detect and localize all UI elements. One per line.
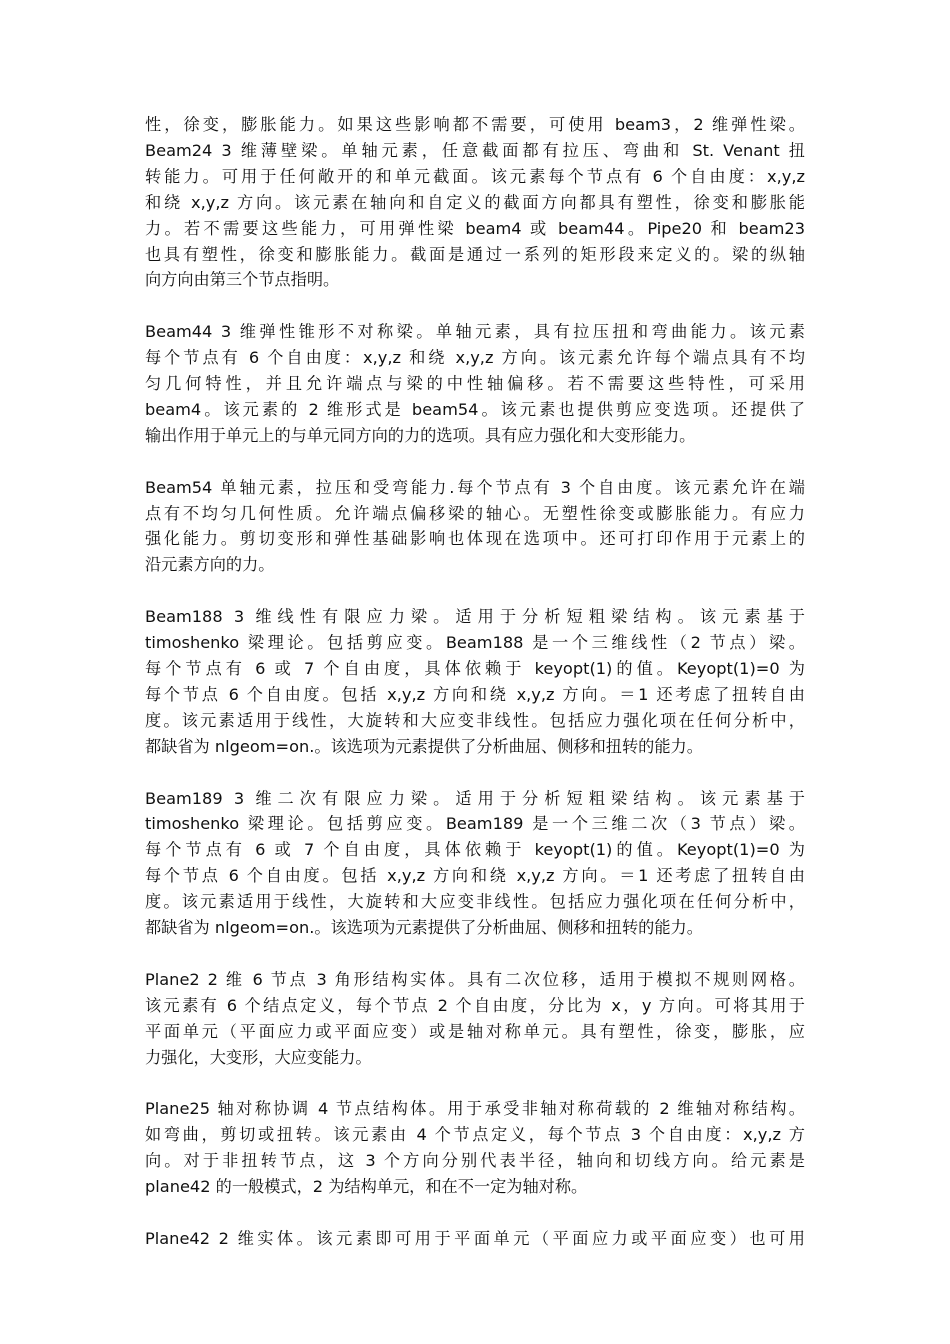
text-line: 都缺省为 nlgeom=on.。该选项为元素提供了分析曲屈、侧移和扭转的能力。 [145, 918, 703, 938]
text-line: 沿元素方向的力。 [145, 555, 275, 575]
text-line: 该元素有 6 个结点定义，每个节点 2 个自由度，分比为 x，y 方向。可将其用于 [145, 995, 805, 1015]
text-line: 匀几何特性，并且允许端点与梁的中性轴偏移。若不需要这些特性，可采用 [145, 374, 805, 394]
text-line: 度。该元素适用于线性，大旋转和大应变非线性。包括应力强化项在任何分析中， [145, 892, 805, 912]
text-line: 每个节点有 6 或 7 个自由度，具体依赖于 keyopt(1)的值。Keyopt(1)=0 为 [145, 658, 805, 678]
text-line: 也具有塑性，徐变和膨胀能力。截面是通过一系列的矩形段来定义的。梁的纵轴 [145, 244, 805, 264]
document-body [145, 112, 805, 1278]
text-line: 向。对于非扭转节点，这 3 个方向分别代表半径，轴向和切线方向。给元素是 [145, 1151, 805, 1171]
text-line: Beam188 3 维线性有限应力梁。适用于分析短粗梁结构。该元素基于 [145, 607, 805, 627]
paragraph-beam44 [145, 319, 805, 449]
text-line: 转能力。可用于任何敞开的和单元截面。该元素每个节点有 6 个自由度：x,y,z [145, 166, 805, 186]
text-line: 点有不均匀几何性质。允许端点偏移梁的轴心。无塑性徐变或膨胀能力。有应力 [145, 503, 805, 523]
text-line: timoshenko 梁理论。包括剪应变。Beam189 是一个三维二次（3 节点）梁。 [145, 814, 805, 834]
text-line: timoshenko 梁理论。包括剪应变。Beam188 是一个三维线性（2 节点）梁。 [145, 633, 805, 653]
text-line: Plane2 2 维 6 节点 3 角形结构实体。具有二次位移，适用于模拟不规则网格。 [145, 969, 805, 989]
text-line: Beam54 单轴元素，拉压和受弯能力.每个节点有 3 个自由度。该元素允许在端 [145, 477, 805, 497]
text-line: 和绕 x,y,z 方向。该元素在轴向和自定义的截面方向都具有塑性，徐变和膨胀能 [145, 192, 805, 212]
text-line: Beam24 3 维薄壁梁。单轴元素，任意截面都有拉压、弯曲和 St. Venant 扭 [145, 140, 805, 160]
text-line: 每个节点 6 个自由度。包括 x,y,z 方向和绕 x,y,z 方向。＝1 还考虑了扭转自由 [145, 866, 805, 886]
text-line: Beam189 3 维二次有限应力梁。适用于分析短粗梁结构。该元素基于 [145, 788, 805, 808]
text-line: 输出作用于单元上的与单元同方向的力的选项。具有应力强化和大变形能力。 [145, 425, 696, 445]
text-line: 都缺省为 nlgeom=on.。该选项为元素提供了分析曲屈、侧移和扭转的能力。 [145, 736, 703, 756]
text-line: 如弯曲，剪切或扭转。该元素由 4 个节点定义，每个节点 3 个自由度：x,y,z 方 [145, 1125, 805, 1145]
text-line: 度。该元素适用于线性，大旋转和大应变非线性。包括应力强化项在任何分析中， [145, 710, 805, 730]
text-line: 力。若不需要这些能力，可用弹性梁 beam4 或 beam44。Pipe20 和 beam23 [145, 218, 805, 238]
text-line: 向方向由第三个节点指明。 [145, 270, 340, 290]
text-line: 每个节点有 6 个自由度：x,y,z 和绕 x,y,z 方向。该元素允许每个端点具有不均 [145, 348, 805, 368]
text-line: 强化能力。剪切变形和弹性基础影响也体现在选项中。还可打印作用于元素上的 [145, 529, 805, 549]
paragraph-beam188 [145, 604, 805, 759]
text-line: plane42 的一般模式，2 为结构单元，和在不一定为轴对称。 [145, 1177, 588, 1197]
text-line: Plane25 轴对称协调 4 节点结构体。用于承受非轴对称荷载的 2 维轴对称结构。 [145, 1099, 805, 1119]
text-line: 平面单元（平面应力或平面应变）或是轴对称单元。具有塑性，徐变，膨胀，应 [145, 1021, 805, 1041]
text-line: Beam44 3 维弹性锥形不对称梁。单轴元素，具有拉压扭和弯曲能力。该元素 [145, 322, 805, 342]
text-line: 性，徐变，膨胀能力。如果这些影响都不需要，可使用 beam3，2 维弹性梁。 [145, 115, 805, 134]
text-line: 每个节点 6 个自由度。包括 x,y,z 方向和绕 x,y,z 方向。＝1 还考虑了扭转自由 [145, 684, 805, 704]
paragraph-beam54 [145, 475, 805, 579]
text-line: beam4。该元素的 2 维形式是 beam54。该元素也提供剪应变选项。还提供了 [145, 399, 805, 419]
text-line: 力强化，大变形，大应变能力。 [145, 1047, 372, 1067]
text-line: 每个节点有 6 或 7 个自由度，具体依赖于 keyopt(1)的值。Keyopt(1)=0 为 [145, 840, 805, 860]
paragraph-plane25 [145, 1096, 805, 1200]
paragraph-beam24 [145, 112, 805, 293]
paragraph-plane42 [145, 1226, 805, 1252]
paragraph-plane2 [145, 967, 805, 1071]
text-line: Plane42 2 维实体。该元素即可用于平面单元（平面应力或平面应变）也可用 [145, 1228, 805, 1248]
paragraph-beam189 [145, 786, 805, 941]
